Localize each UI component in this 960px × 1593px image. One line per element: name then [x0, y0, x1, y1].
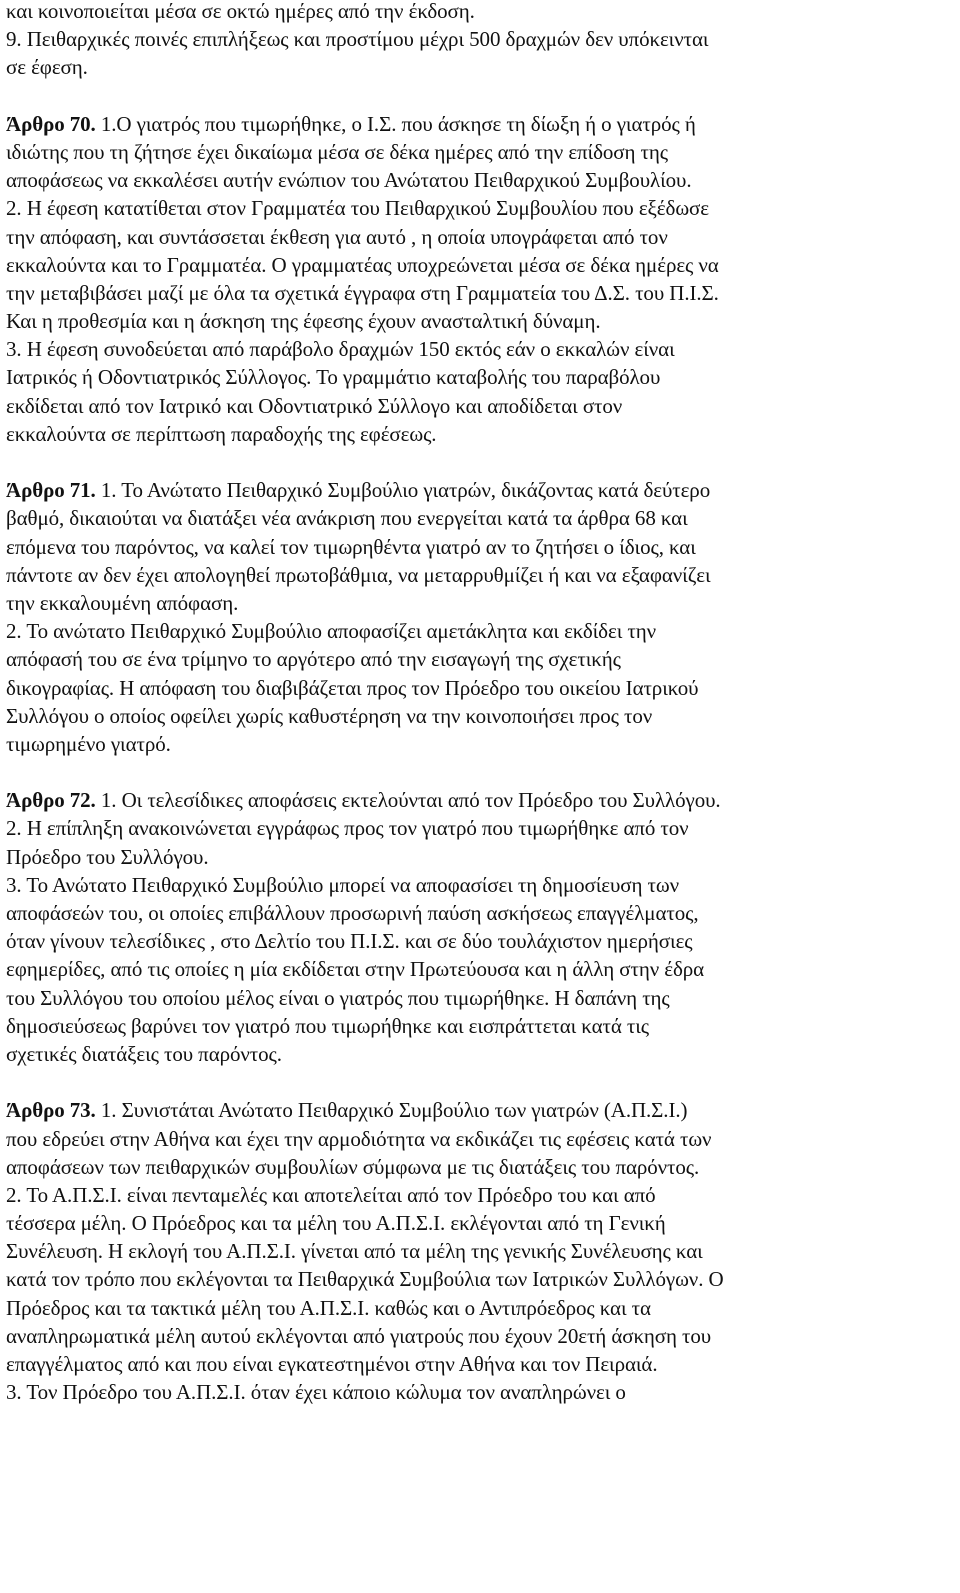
line-text: ιδιώτης που τη ζήτησε έχει δικαίωμα μέσα σε δέκα ημέρες από την επίδοση της: [6, 139, 668, 164]
text-line: [6, 927, 954, 955]
line-text: 1. Συνιστάται Ανώτατο Πειθαρχικό Συμβούλιο των γιατρών (Α.Π.Σ.Ι.): [95, 1098, 688, 1123]
line-text: 1.Ο γιατρός που τιμωρήθηκε, ο Ι.Σ. που άσκησε τη δίωξη ή ο γιατρός ή: [95, 111, 696, 136]
line-text: δημοσιεύσεως βαρύνει τον γιατρό που τιμωρήθηκε και εισπράττεται κατά τις: [6, 1013, 649, 1038]
line-text: επαγγέλματος από και που είναι εγκατεστημένοι στην Αθήνα και τον Πειραιά.: [6, 1352, 658, 1376]
line-text: εφημερίδες, από τις οποίες η μία εκδίδεται στην Πρωτεύουσα και η άλλη στην έδρα: [6, 957, 705, 982]
line-text: αποφάσεως να εκκαλέσει αυτήν ενώπιον του Ανώτατου Πειθαρχικού Συμβουλίου.: [6, 168, 692, 193]
text-line: [6, 730, 954, 758]
text-line: [6, 223, 954, 251]
line-text: εκκαλούντα σε περίπτωση παραδοχής της εφέσεως.: [6, 421, 437, 446]
text-line: [6, 674, 954, 702]
text-line: [6, 561, 954, 589]
text-line: [6, 420, 954, 448]
text-line: [6, 1181, 954, 1209]
line-text: 3. Τον Πρόεδρο του Α.Π.Σ.Ι. όταν έχει κάποιο κώλυμα τον αναπληρώνει ο: [6, 1380, 626, 1405]
text-line: [6, 533, 954, 561]
line-text: 2. Το ανώτατο Πειθαρχικό Συμβούλιο αποφασίζει αμετάκλητα και εκδίδει την: [6, 619, 657, 644]
paragraph-gap: [6, 1068, 954, 1096]
line-text: Πρόεδρος και τα τακτικά μέλη του Α.Π.Σ.Ι. καθώς και ο Αντιπρόεδρος και τα: [6, 1295, 651, 1320]
text-line: [6, 504, 954, 532]
text-line: [6, 251, 954, 279]
text-line: [6, 53, 954, 81]
text-line: [6, 138, 954, 166]
text-line: [6, 279, 954, 307]
text-line: [6, 392, 954, 420]
line-text: τιμωρημένο γιατρό.: [6, 731, 171, 756]
article-number: Άρθρο 72.: [6, 788, 96, 813]
line-text: 9. Πειθαρχικές ποινές επιπλήξεως και προστίμου μέχρι 500 δραχμών δεν υπόκεινται: [6, 27, 709, 52]
text-line: [6, 984, 954, 1012]
line-text: βαθμό, δικαιούται να διατάξει νέα ανάκριση που ενεργείται κατά τα άρθρα 68 και: [6, 506, 688, 531]
line-text: Πρόεδρο του Συλλόγου.: [6, 844, 209, 869]
paragraph-gap: [6, 82, 954, 110]
line-text: Συνέλευση. Η εκλογή του Α.Π.Σ.Ι. γίνεται από τα μέλη της γενικής Συνέλευσης και: [6, 1239, 703, 1264]
line-text: 2. Η επίπληξη ανακοινώνεται εγγράφως προς τον γιατρό που τιμωρήθηκε από τον: [6, 816, 689, 841]
text-line: [6, 1209, 954, 1237]
text-line: [6, 363, 954, 391]
text-line: [6, 814, 954, 842]
text-line: [6, 1294, 954, 1322]
text-line: [6, 1265, 954, 1293]
text-line: [6, 589, 954, 617]
line-text: αποφάσεων των πειθαρχικών συμβουλίων σύμφωνα με τις διατάξεις του παρόντος.: [6, 1154, 700, 1179]
line-text: 3. Η έφεση συνοδεύεται από παράβολο δραχμών 150 εκτός εάν ο εκκαλών είναι: [6, 337, 675, 362]
text-line: [6, 194, 954, 222]
line-text: 3. Το Ανώτατο Πειθαρχικό Συμβούλιο μπορεί να αποφασίσει τη δημοσίευση των: [6, 872, 679, 897]
line-text: και κοινοποιείται μέσα σε οκτώ ημέρες από την έκδοση.: [6, 0, 475, 23]
text-line: [6, 702, 954, 730]
line-text: κατά τον τρόπο που εκλέγονται τα Πειθαρχικά Συμβούλια των Ιατρικών Συλλόγων. Ο: [6, 1267, 724, 1292]
text-line: [6, 871, 954, 899]
article-heading-line: [6, 786, 954, 814]
line-text: τέσσερα μέλη. Ο Πρόεδρος και τα μέλη του Α.Π.Σ.Ι. εκλέγονται από τη Γενική: [6, 1211, 666, 1236]
line-text: όταν γίνουν τελεσίδικες , στο Δελτίο του Π.Ι.Σ. και σε δύο τουλάχιστον ημερήσιες: [6, 929, 693, 954]
text-line: [6, 1237, 954, 1265]
document-page: [6, 0, 954, 1406]
text-line: [6, 1350, 954, 1378]
text-line: [6, 899, 954, 927]
line-text: 1. Το Ανώτατο Πειθαρχικό Συμβούλιο γιατρών, δικάζοντας κατά δεύτερο: [95, 478, 711, 503]
line-text: του Συλλόγου του οποίου μέλος είναι ο γιατρός που τιμωρήθηκε. Η δαπάνη της: [6, 985, 670, 1010]
article-number: Άρθρο 71.: [6, 478, 96, 503]
article-heading-line: [6, 1096, 954, 1124]
article-heading-line: [6, 476, 954, 504]
paragraph-gap: [6, 448, 954, 476]
article-number: Άρθρο 73.: [6, 1098, 96, 1123]
line-text: επόμενα του παρόντος, να καλεί τον τιμωρηθέντα γιατρό αν το ζητήσει ο ίδιος, και: [6, 534, 696, 559]
line-text: απόφασή του σε ένα τρίμηνο το αργότερο από την εισαγωγή της σχετικής: [6, 647, 621, 672]
text-line: [6, 25, 954, 53]
line-text: σχετικές διατάξεις του παρόντος.: [6, 1041, 282, 1066]
line-text: Συλλόγου ο οποίος οφείλει χωρίς καθυστέρηση να την κοινοποιήσει προς τον: [6, 703, 653, 728]
text-line: [6, 843, 954, 871]
line-text: σε έφεση.: [6, 55, 88, 80]
text-line: [6, 0, 954, 25]
line-text: την μεταβιβάσει μαζί με όλα τα σχετικά έγγραφα στη Γραμματεία του Δ.Σ. του Π.Ι.Σ.: [6, 280, 719, 305]
text-line: [6, 1125, 954, 1153]
line-text: εκδίδεται από τον Ιατρικό και Οδοντιατρικό Σύλλογο και αποδίδεται στον: [6, 393, 623, 418]
text-line: [6, 1040, 954, 1068]
line-text: την εκκαλουμένη απόφαση.: [6, 590, 239, 615]
line-text: αποφάσεών του, οι οποίες επιβάλλουν προσωρινή παύση ασκήσεως επαγγέλματος,: [6, 901, 699, 925]
text-line: [6, 1153, 954, 1181]
line-text: Ιατρικός ή Οδοντιατρικός Σύλλογος. Το γραμμάτιο καταβολής του παραβόλου: [6, 365, 661, 390]
text-line: [6, 335, 954, 363]
text-line: [6, 166, 954, 194]
line-text: αναπληρωματικά μέλη αυτού εκλέγονται από γιατρούς που έχουν 20ετή άσκηση του: [6, 1323, 712, 1348]
line-text: εκκαλούντα και το Γραμματέα. Ο γραμματέας υποχρεώνεται μέσα σε δέκα ημέρες να: [6, 252, 719, 277]
line-text: πάντοτε αν δεν έχει απολογηθεί πρωτοβάθμια, να μεταρρυθμίζει ή και να εξαφανίζει: [6, 562, 711, 587]
line-text: 2. Η έφεση κατατίθεται στον Γραμματέα του Πειθαρχικού Συμβουλίου που εξέδωσε: [6, 196, 709, 221]
text-line: [6, 955, 954, 983]
text-line: [6, 1378, 954, 1406]
text-line: [6, 1012, 954, 1040]
paragraph-gap: [6, 758, 954, 786]
line-text: την απόφαση, και συντάσσεται έκθεση για αυτό , η οποία υπογράφεται από τον: [6, 224, 668, 249]
text-line: [6, 617, 954, 645]
line-text: 2. Το Α.Π.Σ.Ι. είναι πενταμελές και αποτελείται από τον Πρόεδρο του και από: [6, 1182, 656, 1207]
line-text: Και η προθεσμία και η άσκηση της έφεσης έχουν ανασταλτική δύναμη.: [6, 309, 601, 334]
line-text: που εδρεύει στην Αθήνα και έχει την αρμοδιότητα να εκδικάζει τις εφέσεις κατά των: [6, 1126, 712, 1151]
article-number: Άρθρο 70.: [6, 111, 96, 136]
text-line: [6, 645, 954, 673]
line-text: 1. Οι τελεσίδικες αποφάσεις εκτελούνται από τον Πρόεδρο του Συλλόγου.: [95, 788, 721, 813]
text-line: [6, 1322, 954, 1350]
line-text: δικογραφίας. Η απόφαση του διαβιβάζεται προς τον Πρόεδρο του οικείου Ιατρικού: [6, 675, 699, 700]
article-heading-line: [6, 110, 954, 138]
text-line: [6, 307, 954, 335]
